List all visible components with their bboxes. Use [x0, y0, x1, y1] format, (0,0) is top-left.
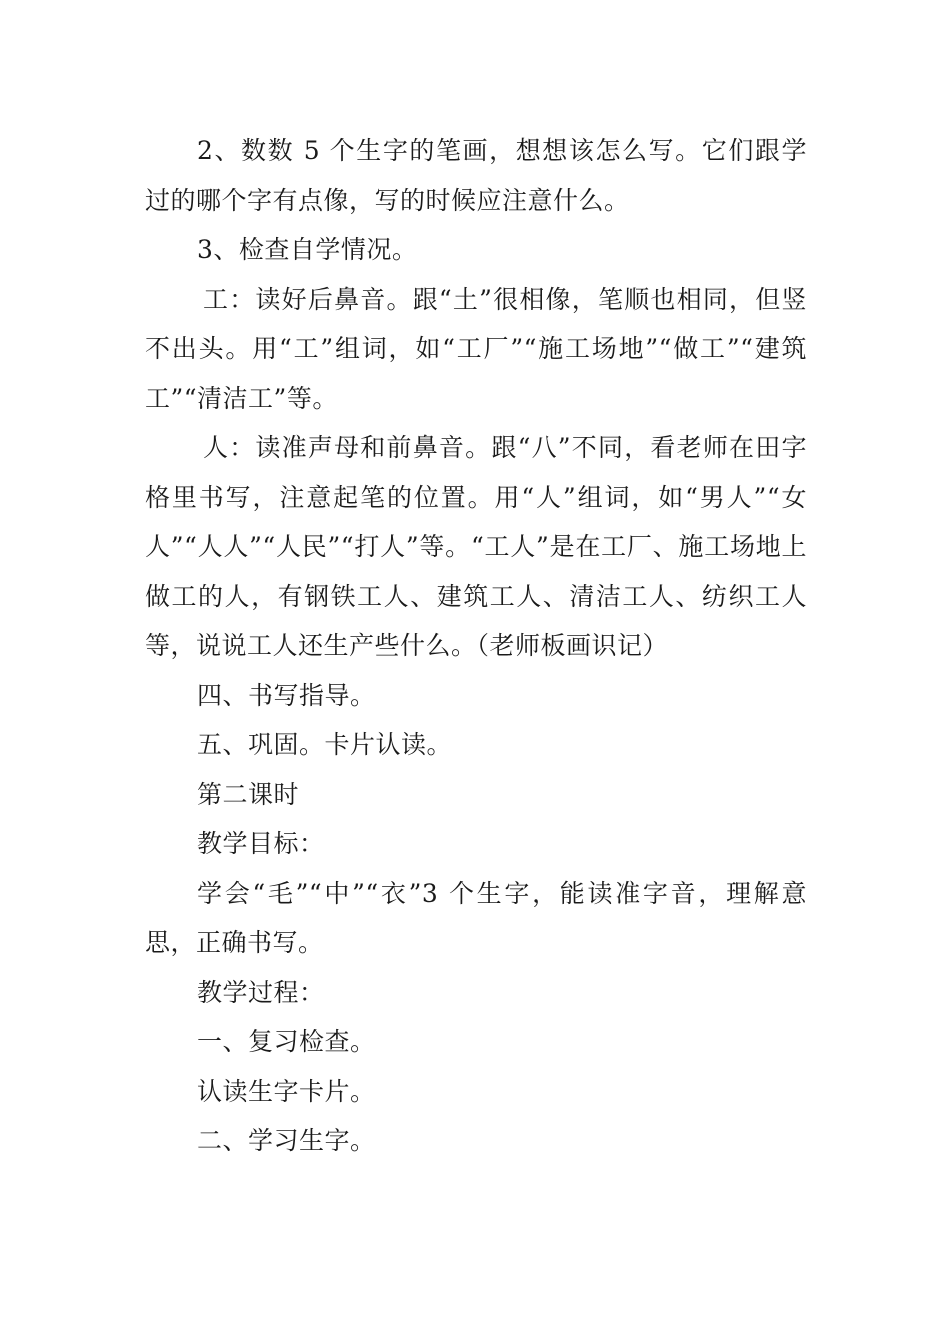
- heading-teaching-process: 教学过程：: [197, 977, 325, 1007]
- paragraph-read-cards: 认读生字卡片。: [197, 1076, 376, 1106]
- paragraph-character-ren: 人：读准声母和前鼻音。跟“八”不同，看老师在田字格里书写，注意起笔的位置。用“人”组词，如“男人”“女人”“人人”“人民”“打人”等。“工人”是在工厂、施工场地上做工的人，有钢铁工人、建筑工人、清洁工人、纺织工人等，说说工人还生产些什么。（老师板画识记）: [145, 433, 807, 660]
- heading-teaching-goals: 教学目标：: [197, 829, 325, 858]
- paragraph-stroke-count: 2、数数 5 个生字的笔画，想想该怎么写。它们跟学过的哪个字有点像，写的时候应注意什么。: [145, 136, 807, 215]
- paragraph-review-check: 一、复习检查。: [197, 1027, 376, 1056]
- paragraph-self-study-check: 3、检查自学情况。: [197, 235, 418, 264]
- paragraph-goals-content: 学会“毛”“中”“衣”3 个生字，能读准字音，理解意思，正确书写。: [145, 878, 807, 957]
- paragraph-consolidation: 五、巩固。卡片认读。: [197, 730, 453, 759]
- document-body: [145, 126, 807, 1166]
- paragraph-character-gong: 工：读好后鼻音。跟“土”很相像，笔顺也相同，但竖不出头。用“工”组词，如“工厂”“施工场地”“做工”“建筑工”“清洁工”等。: [145, 284, 807, 413]
- paragraph-writing-guidance: 四、书写指导。: [197, 680, 376, 710]
- section-heading-second-lesson: 第二课时: [197, 779, 300, 809]
- paragraph-learn-characters: 二、学习生字。: [197, 1126, 376, 1155]
